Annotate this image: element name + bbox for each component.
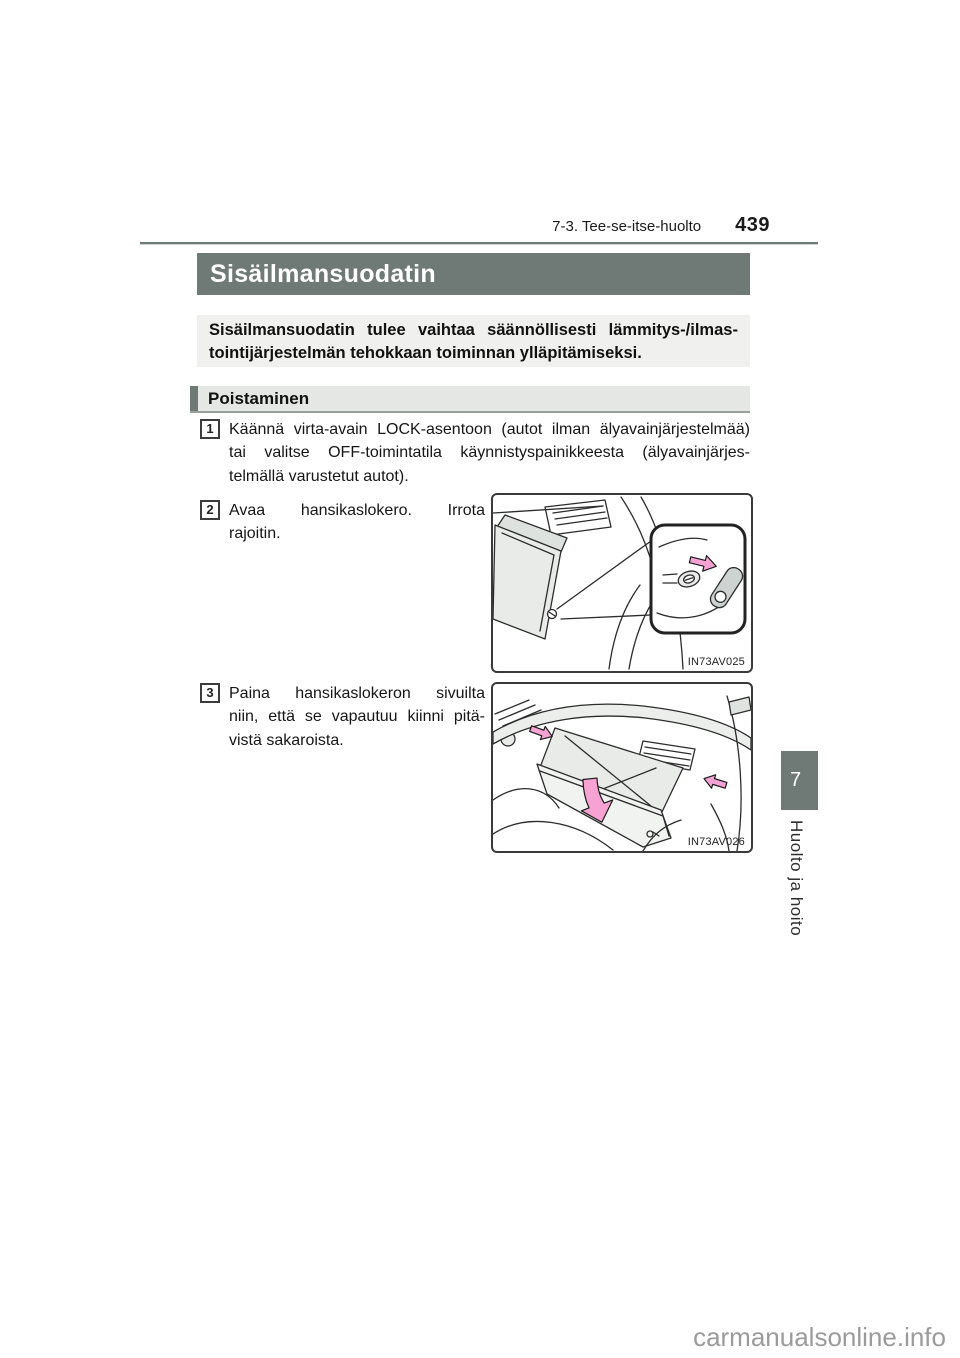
figure-code: IN73AV026 (687, 836, 745, 848)
step-number-3: 3 (200, 683, 220, 703)
section-title: Poistaminen (208, 389, 310, 408)
header-section-title: 7-3. Tee-se-itse-huolto (552, 218, 702, 235)
info-line: Sisäilmansuodatin tulee vaihtaa säännöllisesti lämmitys-/ilmas- (209, 321, 738, 339)
glovebox-release-illustration (493, 684, 751, 851)
step-number-2: 2 (200, 500, 220, 520)
figure-glovebox-release (491, 682, 753, 853)
chapter-tab: 7 (781, 751, 818, 810)
step-line: Paina hansikaslokeron sivuilta (229, 685, 485, 702)
step-line: vistä sakaroista. (229, 731, 344, 749)
step-line: tai valitse OFF-toimintatila käynnistyspainikkeesta (älyavainjärjes- (229, 444, 750, 462)
step-line: rajoitin. (229, 525, 281, 543)
section-heading (190, 386, 750, 413)
figure-glovebox-limiter (491, 493, 753, 673)
chapter-side-title: Huolto ja hoito (787, 820, 806, 937)
header-page-number: 439 (735, 214, 770, 236)
intro-info-box (197, 315, 750, 367)
step-3-text (229, 682, 485, 752)
step-line: Käännä virta-avain LOCK-asentoon (autot ilman älyavainjärjestelmää) (229, 421, 750, 438)
step-number-1: 1 (200, 419, 220, 439)
step-1-text (229, 418, 750, 488)
page-header (140, 214, 770, 237)
info-line: tointijärjestelmän tehokkaan toiminnan ylläpitämiseksi. (209, 344, 642, 363)
magnified-inset (651, 525, 746, 633)
glovebox-limiter-illustration (493, 495, 751, 671)
step-line: Avaa hansikaslokero. Irrota (229, 502, 485, 519)
chapter-title-bar: Sisäilmansuodatin (197, 253, 750, 295)
watermark: carmanualsonline.info (693, 1322, 946, 1352)
glovebox-door (493, 515, 567, 639)
step-line: niin, että se vapautuu kiinni pitä- (229, 708, 485, 726)
figure-code: IN73AV025 (687, 656, 745, 668)
header-rule (140, 242, 818, 245)
press-right-arrow-icon (702, 772, 728, 792)
step-2-text (229, 499, 485, 546)
step-line: telmällä varustetut autot). (229, 467, 409, 485)
section-accent-bar (190, 386, 198, 411)
